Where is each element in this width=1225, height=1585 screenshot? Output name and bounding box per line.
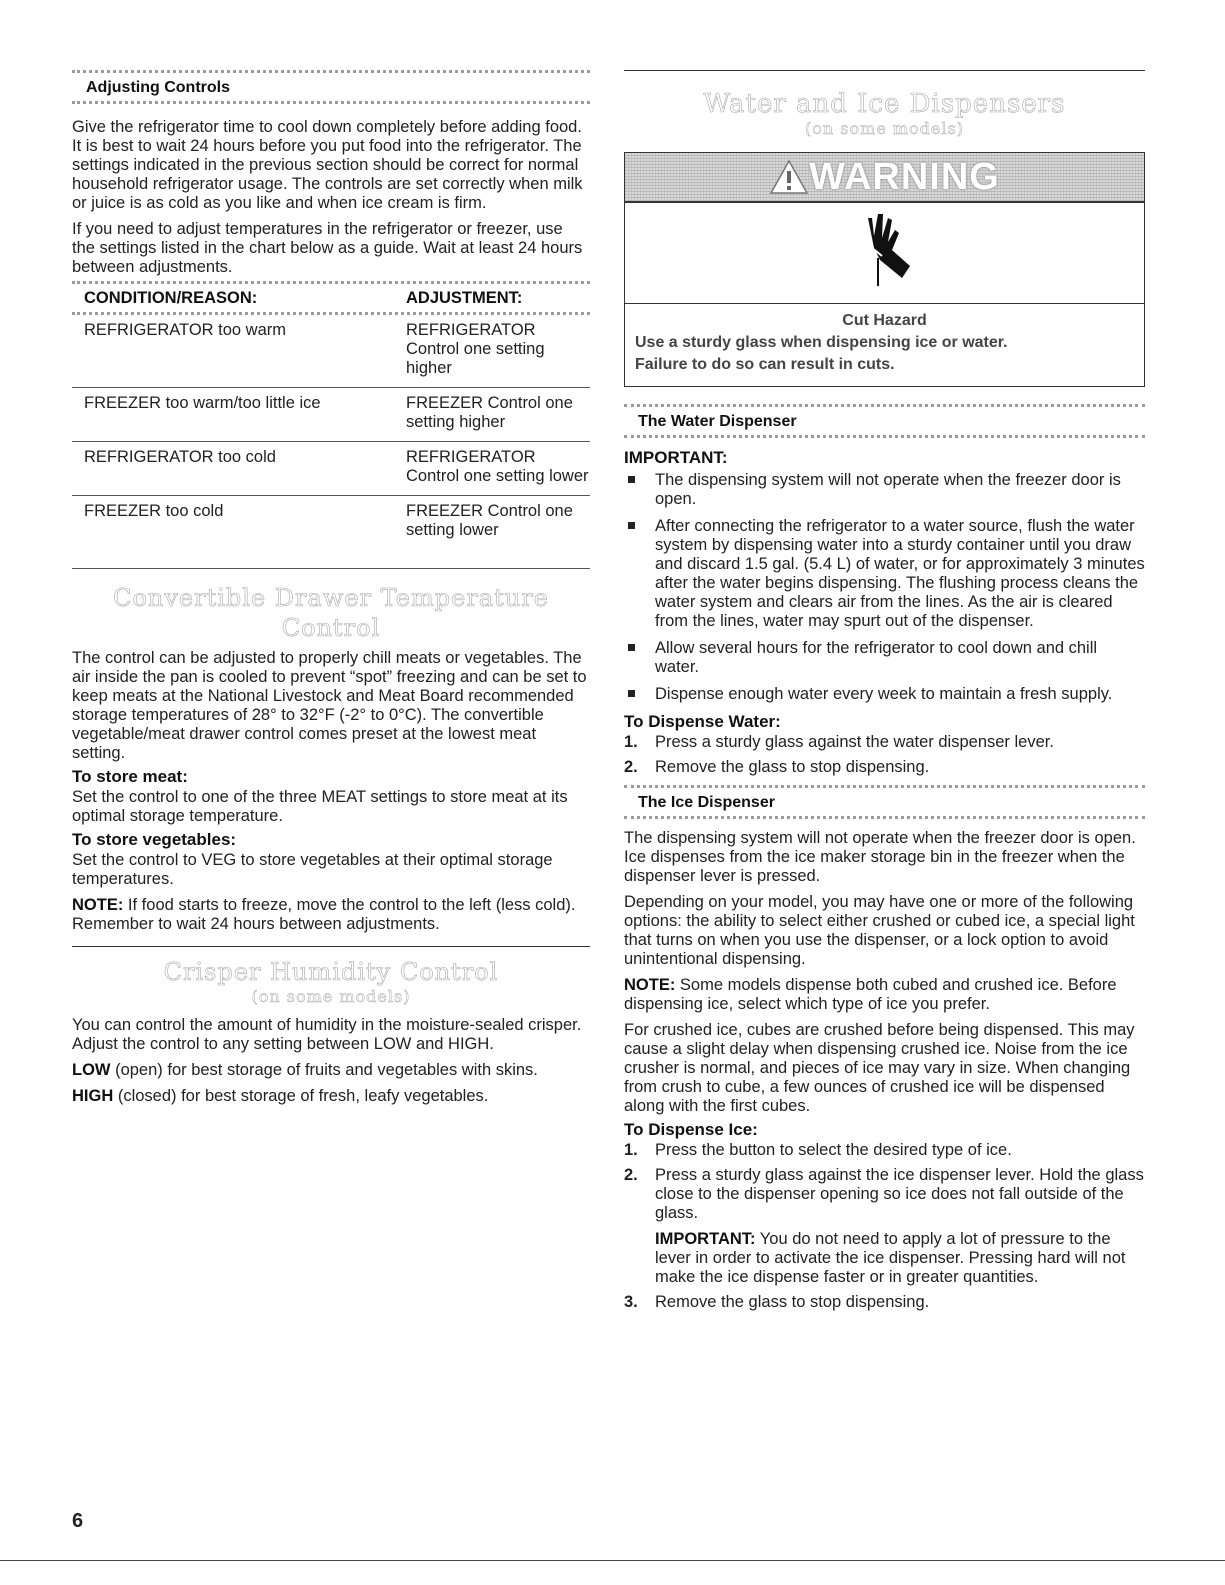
cut-hazard-icon [840,208,930,298]
chart-col-adjustment: ADJUSTMENT: [406,289,523,307]
section-title-water-ice: Water and Ice Dispensers [703,89,1066,119]
paragraph: Depending on your model, you may have one or more of the following options: the ability to select either crushed or cubed ice, a special light that turns on when you use the dispenser, or a lock option to avoid unintentional dispensing. [624,893,1135,968]
chart-condition: REFRIGERATOR too warm [84,321,287,339]
chart-condition: REFRIGERATOR too cold [84,448,276,466]
section-subtitle: (on some models) [251,987,411,1006]
paragraph: If you need to adjust temperatures in the refrigerator or freezer, use the settings listed in the chart below as a guide. Wait at least 24 hours between adjustments. [72,220,583,276]
section-subtitle: (on some models) [805,119,964,138]
paragraph: Set the control to VEG to store vegetables at their optimal storage temperatures. [72,851,553,888]
alert-triangle-icon [769,159,809,195]
chart-row [72,496,590,569]
chart-adjustment: REFRIGERATOR Control one setting higher [406,321,545,377]
step-item [624,733,1145,752]
step-item [624,758,1145,777]
section-heading-water-dispenser: The Water Dispenser [638,413,797,430]
step-number: 2. [624,758,638,776]
paragraph: The dispensing system will not operate when the freezer door is open. Ice dispenses from the ice maker storage bin in the freezer when the dispenser lever is pressed. [624,829,1136,885]
warning-pictogram-area [625,203,1144,304]
section-heading-ice-dispenser: The Ice Dispenser [638,794,775,811]
water-steps [624,733,1145,777]
warning-label: WARNING [809,155,1000,198]
list-item: After connecting the refrigerator to a water source, flush the water system by dispensing water into a sturdy container until you draw and discard 1.5 gal. (5.4 L) of water, or for approximately 3 minutes after the water begins dispensing. The flushing process cleans the water system and clears air from the lines. As the air is cleared from the lines, water may spurt out of the dispenser. [624,517,1145,631]
list-item: The dispensing system will not operate when the freezer door is open. [624,471,1145,509]
subheading-dispense-ice: To Dispense Ice: [624,1120,758,1139]
step-text: Remove the glass to stop dispensing. [655,758,930,776]
high-text: (closed) for best storage of fresh, leafy vegetables. [113,1087,489,1105]
note-text: Some models dispense both cubed and crushed ice. Before dispensing ice, select which type of ice you prefer. [624,976,1117,1013]
chart-row [72,442,590,496]
step-text: Press a sturdy glass against the water dispenser lever. [655,733,1054,751]
step-text: Press the button to select the desired type of ice. [655,1141,1012,1159]
important-heading: IMPORTANT: [624,448,728,467]
chart-row [72,315,590,388]
section-title-convertible-drawer: Convertible Drawer Temperature Control [113,584,549,642]
paragraph: Set the control to one of the three MEAT settings to store meat at its optimal storage temperature. [72,788,568,825]
list-item: Dispense enough water every week to maintain a fresh supply. [624,685,1145,704]
divider [72,101,590,104]
step-item [624,1293,1145,1312]
chart-condition: FREEZER too cold [84,502,224,520]
subheading-store-vegetables: To store vegetables: [72,830,237,849]
warning-banner [625,153,1144,203]
paragraph: The control can be adjusted to properly chill meats or vegetables. The air inside the pan is cooled to prevent “spot” freezing and can be set to keep meats at the National Livestock and Meat Board recommended storage temperatures of 28° to 32°F (-2° to 0°C). The convertible vegetable/meat drawer control comes preset at the lowest meat setting. [72,649,587,762]
step-text: Press a sturdy glass against the ice dispenser lever. Hold the glass close to the dispenser opening so ice does not fall outside of the glass. [655,1166,1144,1222]
paragraph [72,1087,590,1106]
step-important [655,1230,1145,1287]
chart-adjustment: FREEZER Control one setting lower [406,502,573,539]
step-number: 2. [624,1166,638,1184]
right-column [624,70,1145,1318]
warning-text [625,304,1144,386]
note-paragraph [624,976,1145,1014]
chart-row [72,388,590,442]
step-text: Remove the glass to stop dispensing. [655,1293,930,1311]
note-label: NOTE: [624,976,676,994]
chart-header [72,284,590,312]
ice-steps [624,1141,1145,1312]
page-number: 6 [72,1510,84,1532]
left-column [72,70,590,1113]
hazard-title: Cut Hazard [842,312,927,329]
important-list [624,471,1145,704]
section-heading-adjusting-controls: Adjusting Controls [86,79,230,96]
paragraph: You can control the amount of humidity in the moisture-sealed crisper. Adjust the control to any setting between LOW and HIGH. [72,1016,582,1053]
divider [624,70,1145,71]
paragraph: For crushed ice, cubes are crushed before being dispensed. This may cause a slight delay when dispensing crushed ice. Noise from the ice crusher is normal, and pieces of ice may vary in size. When changing from crush to cube, a few ounces of crushed ice will be dispensed along with the first cubes. [624,1021,1135,1115]
paragraph: Give the refrigerator time to cool down completely before adding food. It is best to wait 24 hours before you put food into the refrigerator. The settings indicated in the previous section should be correct for normal household refrigerator usage. The controls are set correctly when milk or juice is as cold as you like and when ice cream is firm. [72,118,583,212]
important-text: You do not need to apply a lot of pressure to the lever in order to activate the ice dispenser. Pressing hard will not make the ice dispense faster or in greater quantities. [655,1230,1126,1286]
divider [624,816,1145,819]
step-item [624,1141,1145,1160]
step-number: 1. [624,733,638,751]
warning-box [624,152,1145,387]
subheading-dispense-water: To Dispense Water: [624,712,781,731]
subheading-store-meat: To store meat: [72,767,188,786]
warning-line: Failure to do so can result in cuts. [635,356,895,373]
page-bottom-rule [0,1560,1225,1561]
chart-condition: FREEZER too warm/too little ice [84,394,321,412]
list-item: Allow several hours for the refrigerator to cool down and chill water. [624,639,1145,677]
chart-adjustment: FREEZER Control one setting higher [406,394,573,431]
note-text: If food starts to freeze, move the control to the left (less cold). Remember to wait 24 hours between adjustments. [72,896,576,933]
low-text: (open) for best storage of fruits and vegetables with skins. [110,1061,538,1079]
divider [72,946,590,947]
high-label: HIGH [72,1087,114,1105]
low-label: LOW [72,1061,111,1079]
note-label: NOTE: [72,896,124,914]
chart-col-condition: CONDITION/REASON: [84,289,258,307]
warning-line: Use a sturdy glass when dispensing ice or water. [635,334,1008,351]
note-paragraph [72,896,590,934]
section-title-crisper: Crisper Humidity Control [163,958,499,986]
divider [624,435,1145,438]
step-number: 3. [624,1293,638,1311]
important-label: IMPORTANT: [655,1230,756,1248]
step-item [624,1166,1145,1287]
chart-adjustment: REFRIGERATOR Control one setting lower [406,448,589,485]
step-number: 1. [624,1141,638,1159]
warning-title [769,155,1000,198]
paragraph [72,1061,590,1080]
